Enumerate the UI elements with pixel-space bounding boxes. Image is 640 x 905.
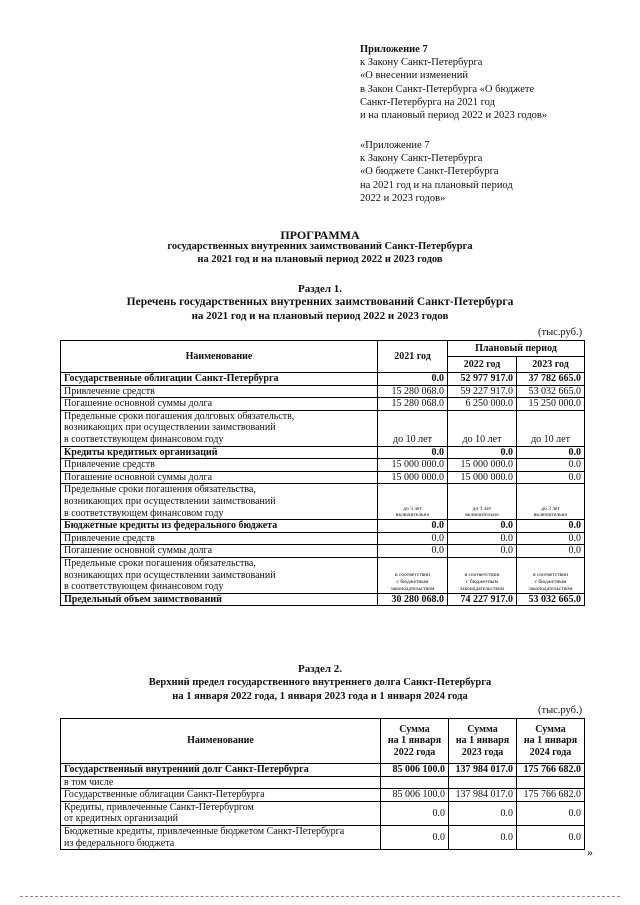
col-header-name: Наименование xyxy=(61,719,381,764)
program-subtitle: на 2021 год и на плановый период 2022 и 2023 годов xyxy=(197,254,443,265)
section2-label: Раздел 2. xyxy=(297,663,343,675)
appendix-quote-line: к Закону Санкт-Петербурга xyxy=(360,153,483,165)
row-name-line: от кредитных организаций xyxy=(64,813,178,825)
section1-unit: (тыс.руб.) xyxy=(538,327,583,338)
row-name: Погашение основной суммы долга xyxy=(61,398,378,411)
appendix-quote-line: на 2021 год и на плановый период xyxy=(360,179,513,191)
col-header-2021: 2021 год xyxy=(378,341,448,373)
row-value xyxy=(517,776,585,789)
row-name-line: Предельные сроки погашения обязательства, xyxy=(64,557,256,569)
table-row xyxy=(61,373,585,386)
row-name-line: Бюджетные кредиты, привлеченные бюджетом Санкт-Петербурга xyxy=(64,825,345,837)
row-name: Погашение основной суммы долга xyxy=(61,471,378,484)
term-line: до 3 лет xyxy=(541,505,560,512)
header-line: Сумма xyxy=(467,723,498,735)
row-value: 15 280 068.0 xyxy=(378,398,448,411)
header-line: на 1 января xyxy=(455,735,510,747)
header-line: на 1 января xyxy=(387,735,442,747)
program-subtitle: государственных внутренних заимствований Санкт-Петербурга xyxy=(167,241,473,252)
row-name-line: Кредиты, привлеченные Санкт-Петербургом xyxy=(64,801,254,813)
row-name-line: возникающих при осуществлении заимствований xyxy=(64,569,276,581)
row-value: 53 032 665.0 xyxy=(517,593,585,606)
row-value: 175 766 682.0 xyxy=(517,764,585,777)
row-value xyxy=(378,557,448,593)
appendix-quote-line: 2022 и 2023 годов» xyxy=(360,192,446,204)
appendix-line: «О внесении изменений xyxy=(360,70,468,82)
col-header-2022: 2022 год xyxy=(448,357,517,373)
term-line: с бюджетным xyxy=(466,579,498,586)
row-value: 15 000 000.0 xyxy=(448,471,517,484)
table-row xyxy=(61,764,585,777)
row-value: до 10 лет xyxy=(448,410,517,446)
table-row xyxy=(61,471,585,484)
table-row xyxy=(61,825,585,849)
row-value: 15 250 000.0 xyxy=(517,398,585,411)
row-name-line: в соответствующем финансовом году xyxy=(64,581,224,593)
header-line: Сумма xyxy=(535,723,566,735)
row-name: Погашение основной суммы долга xyxy=(61,545,378,558)
scan-edge-line xyxy=(20,896,620,897)
appendix-line: к Закону Санкт-Петербурга xyxy=(360,57,483,69)
row-name: Привлечение средств xyxy=(61,532,378,545)
section2-title: Верхний предел государственного внутреннего долга Санкт-Петербурга xyxy=(148,677,492,688)
row-value xyxy=(517,484,585,520)
row-value xyxy=(517,557,585,593)
row-name xyxy=(61,484,378,520)
row-value: 137 984 017.0 xyxy=(449,764,517,777)
table-row xyxy=(61,459,585,472)
row-name: Привлечение средств xyxy=(61,459,378,472)
row-name-line: из федерального бюджета xyxy=(64,837,175,849)
program-title: ПРОГРАММА xyxy=(280,228,360,242)
row-value: 15 000 000.0 xyxy=(378,459,448,472)
row-name: Государственный внутренний долг Санкт-Петербурга xyxy=(61,764,381,777)
row-name: Государственные облигации Санкт-Петербурга xyxy=(61,373,378,386)
table-row xyxy=(61,801,585,825)
row-value: 0.0 xyxy=(448,446,517,459)
term-line: включительно xyxy=(533,512,568,519)
row-value: 52 977 917.0 xyxy=(448,373,517,386)
row-value: 85 006 100.0 xyxy=(381,789,449,802)
row-value: 137 984 017.0 xyxy=(449,789,517,802)
term-line: законодательством xyxy=(459,585,505,592)
row-value: до 10 лет xyxy=(378,410,448,446)
term-line: до 3 лет xyxy=(403,505,422,512)
table-row xyxy=(61,446,585,459)
row-name xyxy=(61,801,381,825)
section1-label: Раздел 1. xyxy=(297,283,343,295)
row-value: 0.0 xyxy=(517,532,585,545)
table-row xyxy=(61,520,585,533)
appendix-title: Приложение 7 xyxy=(360,44,428,55)
row-name: Бюджетные кредиты из федерального бюджета xyxy=(61,520,378,533)
col-header-2023 xyxy=(449,719,517,764)
appendix-block xyxy=(360,43,547,122)
table-row xyxy=(61,410,585,446)
row-name: в том числе xyxy=(61,776,381,789)
row-value: 0.0 xyxy=(448,532,517,545)
section2-title: на 1 января 2022 года, 1 января 2023 года и 1 января 2024 года xyxy=(172,691,468,702)
row-value: 85 006 100.0 xyxy=(381,764,449,777)
row-value xyxy=(448,557,517,593)
row-value: 53 032 665.0 xyxy=(517,385,585,398)
term-line: законодательством xyxy=(528,585,573,592)
col-header-2023: 2023 год xyxy=(517,357,585,373)
row-name-line: возникающих при осуществлении заимствований xyxy=(64,422,276,434)
term-line: с бюджетным xyxy=(396,579,429,586)
section2-unit: (тыс.руб.) xyxy=(538,705,583,716)
header-line: 2023 года xyxy=(461,746,504,758)
term-line: в соответствии xyxy=(532,572,569,579)
row-name-line: возникающих при осуществлении заимствований xyxy=(64,495,276,507)
row-value: 0.0 xyxy=(517,446,585,459)
row-value xyxy=(448,484,517,520)
borrowings-table xyxy=(60,340,585,606)
row-value xyxy=(381,776,449,789)
row-name-line: в соответствующем финансовом году xyxy=(64,507,224,519)
appendix-line: и на плановый период 2022 и 2023 годов» xyxy=(360,110,548,122)
row-value: 15 280 068.0 xyxy=(378,385,448,398)
term-line: включительно xyxy=(465,512,499,519)
row-value: 6 250 000.0 xyxy=(448,398,517,411)
row-name: Государственные облигации Санкт-Петербурга xyxy=(61,789,381,802)
row-name-line: Предельные сроки погашения долговых обязательств, xyxy=(64,410,295,422)
table-row xyxy=(61,385,585,398)
term-line: в соответствии xyxy=(394,572,431,579)
row-value: 0.0 xyxy=(381,801,449,825)
table-row xyxy=(61,484,585,520)
header-line: на 1 января xyxy=(523,735,578,747)
row-name-line: в соответствующем финансовом году xyxy=(64,433,224,445)
appendix-quote-block xyxy=(360,139,513,205)
appendix-line: в Закон Санкт-Петербурга «О бюджете xyxy=(360,83,535,95)
appendix-quote-line: «Приложение 7 xyxy=(360,140,430,151)
table-row xyxy=(61,593,585,606)
row-value: 37 782 665.0 xyxy=(517,373,585,386)
appendix-line: Санкт-Петербурга на 2021 год xyxy=(360,96,495,108)
row-value: 0.0 xyxy=(378,373,448,386)
row-value: 0.0 xyxy=(378,532,448,545)
term-line: с бюджетным xyxy=(534,579,567,586)
row-value: 0.0 xyxy=(517,545,585,558)
header-line: Сумма xyxy=(399,723,430,735)
row-name xyxy=(61,410,378,446)
row-value: 0.0 xyxy=(517,801,585,825)
row-name xyxy=(61,557,378,593)
row-value: 0.0 xyxy=(449,801,517,825)
row-value: 0.0 xyxy=(378,520,448,533)
table-row xyxy=(61,532,585,545)
debt-limit-table xyxy=(60,718,585,850)
col-header-2022 xyxy=(381,719,449,764)
term-line: до 3 лет xyxy=(472,505,492,512)
row-value: 30 280 068.0 xyxy=(378,593,448,606)
row-value: 0.0 xyxy=(517,471,585,484)
row-value: 0.0 xyxy=(381,825,449,849)
term-line: в соответствии xyxy=(464,572,500,579)
row-value: 175 766 682.0 xyxy=(517,789,585,802)
col-header-plan: Плановый период xyxy=(448,341,585,357)
row-value xyxy=(378,484,448,520)
row-value xyxy=(449,776,517,789)
row-value: 0.0 xyxy=(378,545,448,558)
section1-title: Перечень государственных внутренних заимствований Санкт-Петербурга xyxy=(126,296,514,308)
col-header-name: Наименование xyxy=(61,341,378,373)
appendix-quote-line: «О бюджете Санкт-Петербурга xyxy=(360,166,499,178)
term-line: законодательством xyxy=(390,585,435,592)
section1-title: на 2021 год и на плановый период 2022 и 2023 годов xyxy=(191,310,449,322)
header-line: 2024 года xyxy=(529,746,572,758)
row-name: Предельный объем заимствований xyxy=(61,593,378,606)
row-value: 74 227 917.0 xyxy=(448,593,517,606)
row-value: до 10 лет xyxy=(517,410,585,446)
term-line: включительно xyxy=(395,512,430,519)
table-row xyxy=(61,789,585,802)
closing-quote: » xyxy=(587,845,593,859)
row-value: 59 227 917.0 xyxy=(448,385,517,398)
row-name: Привлечение средств xyxy=(61,385,378,398)
table-row xyxy=(61,545,585,558)
row-value: 0.0 xyxy=(517,825,585,849)
row-value: 0.0 xyxy=(448,545,517,558)
row-name xyxy=(61,825,381,849)
row-value: 0.0 xyxy=(378,446,448,459)
row-value: 0.0 xyxy=(517,459,585,472)
row-value: 0.0 xyxy=(449,825,517,849)
row-value: 0.0 xyxy=(448,520,517,533)
row-value: 0.0 xyxy=(517,520,585,533)
row-name-line: Предельные сроки погашения обязательства, xyxy=(64,484,256,496)
row-name: Кредиты кредитных организаций xyxy=(61,446,378,459)
table-row xyxy=(61,776,585,789)
row-value: 15 000 000.0 xyxy=(378,471,448,484)
table-row xyxy=(61,398,585,411)
table-row xyxy=(61,557,585,593)
row-value: 15 000 000.0 xyxy=(448,459,517,472)
header-line: 2022 года xyxy=(393,746,436,758)
col-header-2024 xyxy=(517,719,585,764)
